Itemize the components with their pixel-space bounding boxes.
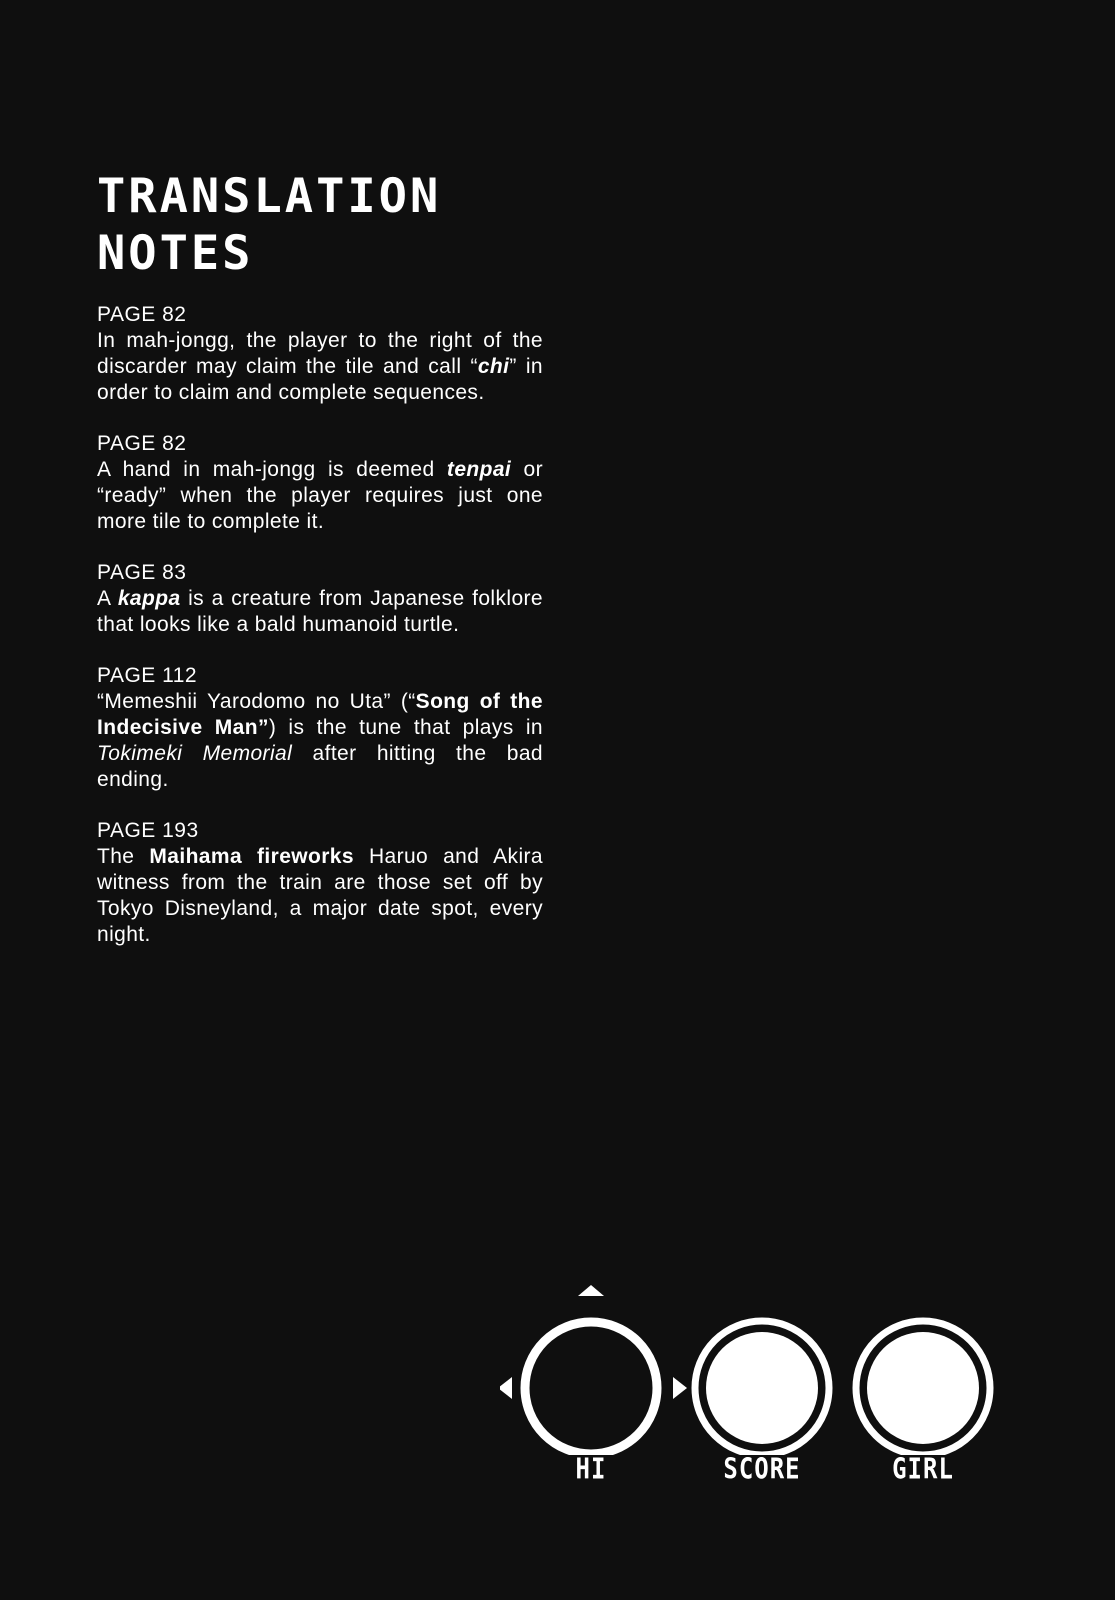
note-text: or “ready” when the player requires just one more tile to complete it. — [97, 458, 543, 533]
note-text: A — [97, 587, 118, 610]
note-body — [97, 328, 543, 406]
note-item — [97, 431, 543, 535]
note-body — [97, 586, 543, 638]
note-text: ” in order to claim and complete sequences. — [97, 355, 543, 404]
note-body — [97, 689, 543, 793]
game-controls-graphic — [500, 1285, 1020, 1515]
note-page-label: PAGE 83 — [97, 561, 187, 584]
score-label: SCORE — [723, 1452, 801, 1486]
emphasis-text: chi — [477, 355, 510, 378]
hi-ring-icon — [525, 1322, 657, 1454]
note-item — [97, 560, 543, 638]
emphasis-text: Maihama fireworks — [149, 845, 354, 868]
controls-svg — [500, 1285, 1020, 1455]
arrow-up-icon — [578, 1285, 604, 1296]
note-item — [97, 663, 543, 793]
note-item — [97, 818, 543, 948]
note-text: is a creature from Japanese folklore that looks like a bald humanoid turtle. — [97, 587, 544, 636]
emphasis-text: kappa — [117, 587, 181, 610]
score-button-icon — [706, 1332, 818, 1444]
title-line-1: TRANSLATION — [97, 169, 442, 224]
note-item — [97, 302, 543, 406]
notes-list — [97, 302, 543, 973]
note-body — [97, 457, 543, 535]
note-text: Haruo and Akira witness from the train are those set off by Tokyo Disneyland, a major date spot, every night. — [97, 845, 543, 946]
note-text: The — [97, 845, 150, 868]
arrow-right-icon — [673, 1377, 687, 1399]
note-page-label: PAGE 193 — [97, 819, 199, 842]
arrow-left-icon — [500, 1377, 512, 1399]
note-page-label: PAGE 112 — [97, 664, 198, 687]
note-text: ) is the tune that plays in — [268, 716, 543, 739]
page-title — [97, 168, 557, 282]
emphasis-text: Tokimeki Memorial — [97, 742, 293, 765]
girl-label: GIRL — [892, 1452, 954, 1486]
emphasis-text: Song of the Indecisive Man” — [97, 690, 543, 739]
girl-button-icon — [867, 1332, 979, 1444]
title-line-2: NOTES — [97, 226, 254, 281]
note-text: A hand in mah-jongg is deemed — [97, 458, 447, 481]
hi-label: HI — [575, 1452, 607, 1486]
note-body — [97, 844, 543, 948]
emphasis-text: tenpai — [446, 458, 512, 481]
note-text: In mah-jongg, the player to the right of the discarder may claim the tile and call “ — [97, 329, 543, 378]
note-text: “Memeshii Yarodomo no Uta” (“ — [97, 690, 416, 713]
note-text: after hitting the bad ending. — [97, 742, 543, 791]
note-page-label: PAGE 82 — [97, 303, 187, 326]
note-page-label: PAGE 82 — [97, 432, 187, 455]
